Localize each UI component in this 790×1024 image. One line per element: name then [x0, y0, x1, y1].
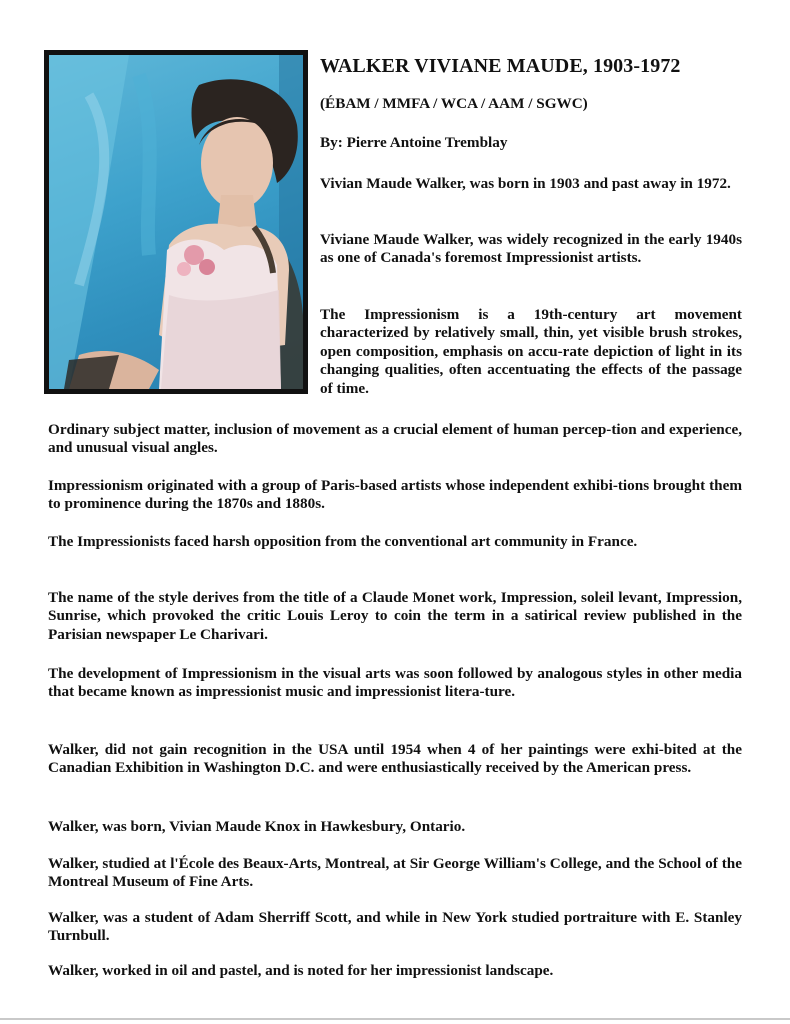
page-title: WALKER VIVIANE MAUDE, 1903-1972: [320, 55, 681, 77]
paragraph-8: The development of Impressionism in the visual arts was soon followed by analogous styles in other media that became known as impressionist music and impressionist litera-ture.: [48, 665, 742, 701]
paragraph-6: The Impressionists faced harsh opposition from the conventional art community in France.: [48, 533, 638, 550]
paragraph-13: Walker, worked in oil and pastel, and is noted for her impressionist landscape.: [48, 962, 554, 979]
paragraph-12: Walker, was a student of Adam Sherriff Scott, and while in New York studied portraiture with E. Stanley Turnbull.: [48, 909, 742, 945]
paragraph-3: The Impressionism is a 19th-century art movement characterized by relatively small, thin, yet visible brush strokes, open composition, emphasis on accu-rate depiction of light in its changing qualities, often accentuating the effects of the passage of time.: [320, 306, 742, 397]
page-bottom-edge: [0, 1018, 790, 1020]
paragraph-2: Viviane Maude Walker, was widely recognized in the early 1940s as one of Canada's foremost Impressionist artists.: [320, 231, 742, 267]
paragraph-10: Walker, was born, Vivian Maude Knox in Hawkesbury, Ontario.: [48, 818, 466, 835]
paragraph-1: Vivian Maude Walker, was born in 1903 and past away in 1972.: [320, 175, 731, 192]
byline: By: Pierre Antoine Tremblay: [320, 134, 508, 151]
paragraph-9: Walker, did not gain recognition in the USA until 1954 when 4 of her paintings were exhi-bited at the Canadian Exhibition in Washington D.C. and were enthusiastically received by the American press.: [48, 741, 742, 777]
portrait-painting: [44, 50, 308, 394]
paragraph-7: The name of the style derives from the title of a Claude Monet work, Impression, soleil levant, Impression, Sunrise, which provoked the critic Louis Leroy to coin the term in a satirical review published in the Parisian newspaper Le Charivari.: [48, 589, 742, 643]
portrait-figure: [49, 55, 303, 389]
affiliations: (ÉBAM / MMFA / WCA / AAM / SGWC): [320, 95, 588, 112]
paragraph-5: Impressionism originated with a group of Paris-based artists whose independent exhibi-tions brought them to prominence during the 1870s and 1880s.: [48, 477, 742, 513]
paragraph-11: Walker, studied at l'École des Beaux-Arts, Montreal, at Sir George William's College, and the School of the Montreal Museum of Fine Arts.: [48, 855, 742, 891]
paragraph-4: Ordinary subject matter, inclusion of movement as a crucial element of human percep-tion and experience, and unusual visual angles.: [48, 421, 742, 457]
